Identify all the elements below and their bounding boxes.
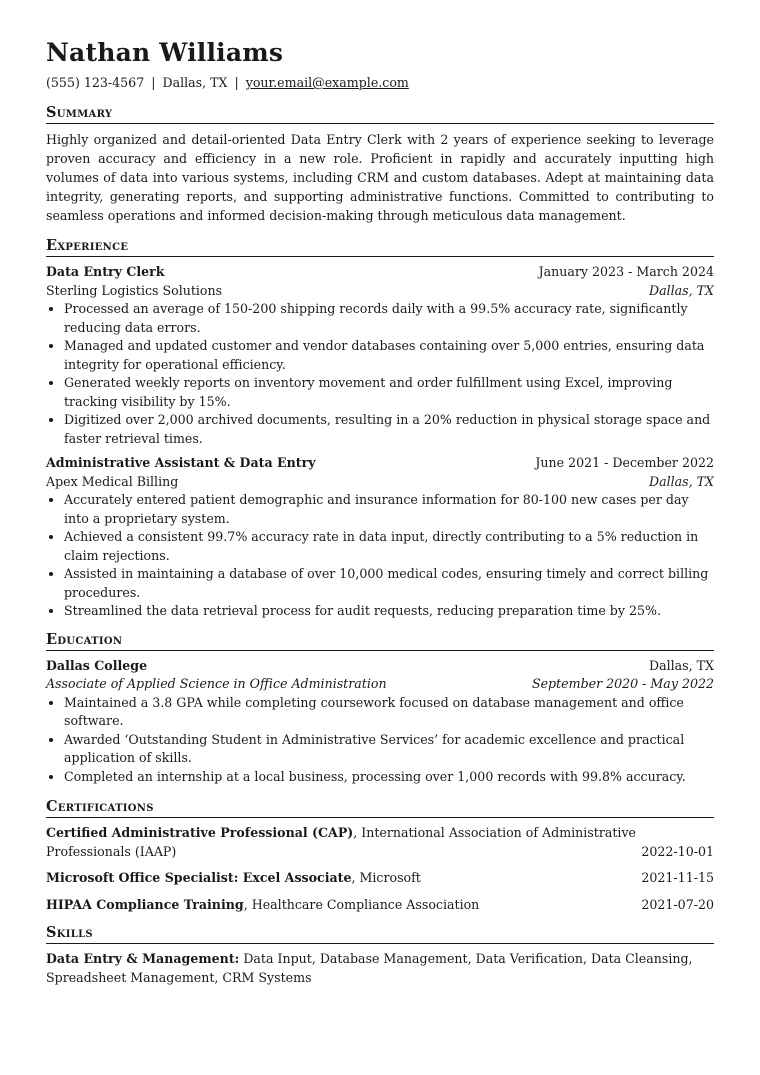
degree: Associate of Applied Science in Office Administration (46, 676, 387, 691)
job-bullets (46, 491, 714, 621)
school-name: Dallas College (46, 657, 148, 673)
list-item: • Assisted in maintaining a database of over 10,000 medical codes, ensuring timely and correct billing procedures. (64, 565, 714, 602)
job-entry (46, 263, 714, 448)
location: Dallas, TX (162, 75, 228, 90)
separator: | (234, 75, 239, 90)
certification-text (46, 896, 479, 915)
education-bullets (46, 694, 714, 787)
list-item: • Accurately entered patient demographic and insurance information for 80-100 new cases per day into a proprietary system. (64, 491, 714, 528)
school-location: Dallas, TX (648, 657, 714, 673)
certification-text (46, 824, 641, 861)
certification-item (46, 896, 714, 915)
section-title-summary: Summary (46, 104, 714, 124)
certification-item (46, 824, 714, 861)
job-company: Apex Medical Billing (46, 473, 179, 489)
certification-text (46, 869, 421, 888)
section-title-skills: Skills (46, 924, 714, 944)
certification-issuer: , Healthcare Compliance Association (243, 896, 480, 912)
list-item: • Completed an internship at a local business, processing over 1,000 records with 99.8% accuracy. (64, 768, 714, 787)
list-item: • Awarded ‘Outstanding Student in Administrative Services’ for academic excellence and practical application of skills. (64, 731, 714, 768)
job-dates: January 2023 - March 2024 (538, 264, 714, 279)
job-role: Administrative Assistant & Data Entry (46, 455, 316, 470)
list-item: • Digitized over 2,000 archived documents, resulting in a 20% reduction in physical storage space and faster retrieval times. (64, 411, 714, 448)
section-title-education: Education (46, 631, 714, 651)
job-header (46, 263, 714, 282)
list-item: • Managed and updated customer and vendor databases containing over 5,000 entries, ensuring data integrity for operational efficiency. (64, 337, 714, 374)
job-role: Data Entry Clerk (46, 264, 165, 279)
skills-line (46, 950, 714, 987)
candidate-name: Nathan Williams (46, 38, 284, 67)
job-subheader (46, 473, 714, 492)
certification-item (46, 869, 714, 888)
contact-line (46, 75, 714, 90)
education-header (46, 657, 714, 676)
job-subheader (46, 282, 714, 301)
summary-text: Highly organized and detail-oriented Data Entry Clerk with 2 years of experience seeking to leverage proven accuracy and efficiency in a new role. Proficient in rapidly and accurately inputting high volumes of data into various systems, including CRM and custom databases. Adept at maintaining data integrity, generating reports, and supporting administrative functions. Committed to contributing to seamless operations and informed decision-making through meticulous data management. (46, 132, 714, 223)
phone: (555) 123-4567 (46, 75, 145, 90)
certification-name: Certified Administrative Professional (CAP) (46, 825, 354, 840)
education-subheader (46, 675, 714, 694)
job-header (46, 454, 714, 473)
certification-date: 2022-10-01 (641, 843, 714, 859)
certification-name: Microsoft Office Specialist: Excel Associate (46, 870, 352, 885)
certification-name: HIPAA Compliance Training (46, 896, 244, 912)
education-dates: September 2020 - May 2022 (531, 676, 714, 691)
job-location: Dallas, TX (648, 473, 714, 489)
certification-issuer: , International Association of Administrative Professionals (IAAP) (46, 825, 637, 859)
job-bullets (46, 300, 714, 448)
job-dates: June 2021 - December 2022 (535, 455, 714, 470)
section-title-certifications: Certifications (46, 798, 714, 818)
list-item: • Achieved a consistent 99.7% accuracy rate in data input, directly contributing to a 5% reduction in claim rejections. (64, 528, 714, 565)
job-company: Sterling Logistics Solutions (46, 282, 223, 298)
job-entry (46, 454, 714, 621)
skills-label: Data Entry & Management: (46, 951, 240, 966)
list-item: • Processed an average of 150-200 shipping records daily with a 99.5% accuracy rate, significantly reducing data errors. (64, 300, 714, 337)
list-item: • Generated weekly reports on inventory movement and order fulfillment using Excel, improving tracking visibility by 15%. (64, 374, 714, 411)
skills-text: Data Input, Database Management, Data Verification, Data Cleansing, Spreadsheet Management, CRM Systems (46, 951, 693, 985)
job-location: Dallas, TX (648, 282, 714, 298)
certification-issuer: , Microsoft (351, 870, 421, 885)
separator: | (151, 75, 156, 90)
list-item: • Maintained a 3.8 GPA while completing coursework focused on database management and office software. (64, 694, 714, 731)
section-title-experience: Experience (46, 237, 714, 257)
list-item: • Streamlined the data retrieval process for audit requests, reducing preparation time by 25%. (64, 602, 714, 621)
email-link[interactable]: your.email@example.com (245, 75, 409, 90)
certification-date: 2021-11-15 (641, 870, 714, 885)
certification-date: 2021-07-20 (641, 896, 714, 912)
